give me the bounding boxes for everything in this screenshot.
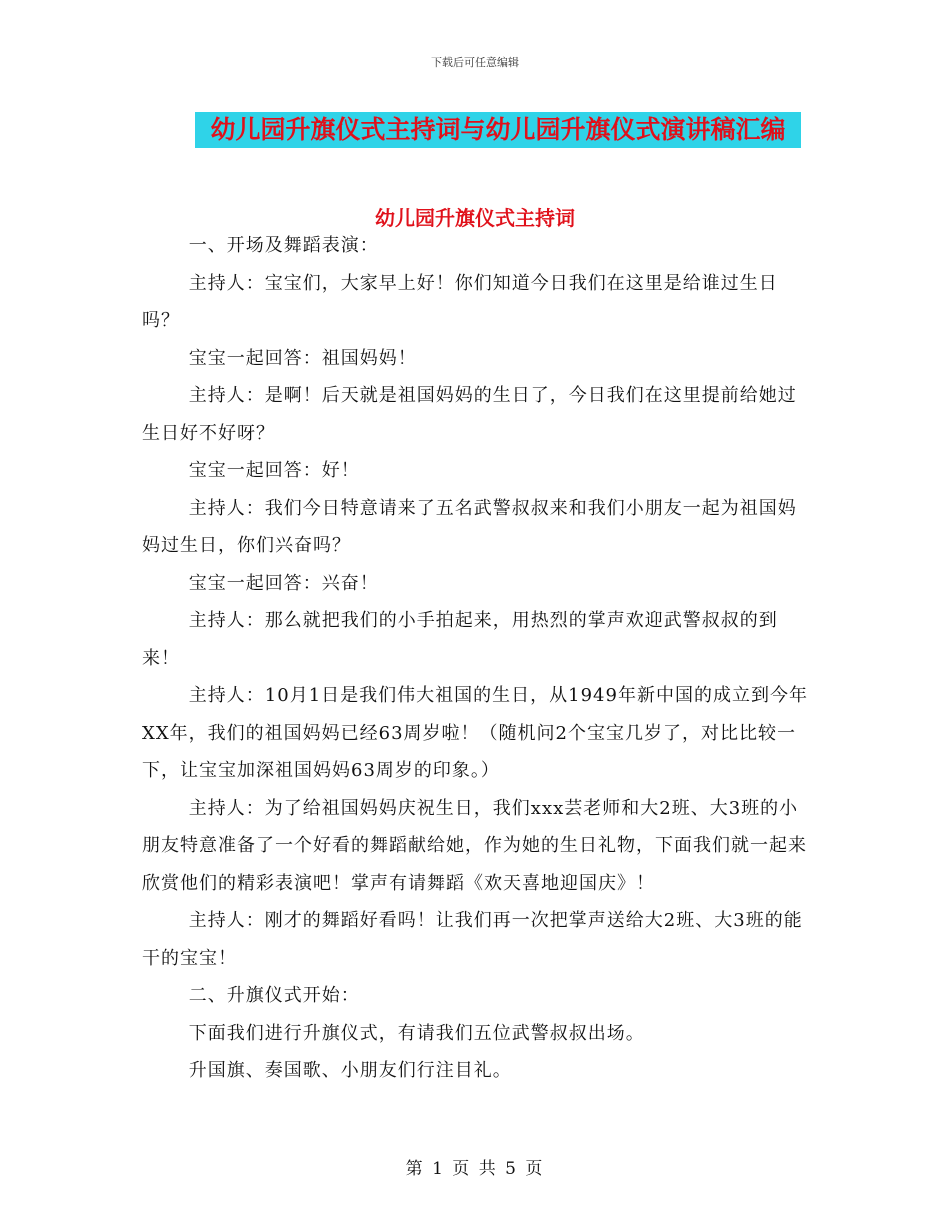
document-title: 幼儿园升旗仪式主持词与幼儿园升旗仪式演讲稿汇编 <box>195 112 801 148</box>
paragraph: 主持人：刚才的舞蹈好看吗！让我们再一次把掌声送给大2班、大3班的能干的宝宝！ <box>142 910 803 969</box>
paragraph: 宝宝一起回答：好！ <box>188 460 360 481</box>
paragraph: 主持人：是啊！后天就是祖国妈妈的生日了，今日我们在这里提前给她过生日好不好呀？ <box>142 385 797 444</box>
section-title: 幼儿园升旗仪式主持词 <box>375 206 575 230</box>
page-header: 下载后可任意编辑 <box>431 56 519 69</box>
paragraph: 主持人：宝宝们，大家早上好！你们知道今日我们在这里是给谁过生日吗？ <box>142 272 778 331</box>
paragraph: 下面我们进行升旗仪式，有请我们五位武警叔叔出场。 <box>188 1022 645 1044</box>
paragraph: 升国旗、奏国歌、小朋友们行注目礼。 <box>188 1060 512 1081</box>
paragraph: 主持人：我们今日特意请来了五名武警叔叔来和我们小朋友一起为祖国妈妈过生日，你们兴奋吗？ <box>142 497 797 556</box>
paragraph: 二、升旗仪式开始： <box>188 985 360 1006</box>
paragraph: 主持人：为了给祖国妈妈庆祝生日，我们xxx芸老师和大2班、大3班的小朋友特意准备了一个好看的舞蹈献给她，作为她的生日礼物，下面我们就一起来欣赏他们的精彩表演吧！掌声有请舞蹈《欢天喜地迎国庆》！ <box>142 797 807 894</box>
document-body <box>142 227 810 1090</box>
paragraph: 宝宝一起回答：兴奋！ <box>188 572 379 594</box>
paragraph: 一、开场及舞蹈表演： <box>188 235 379 256</box>
paragraph: 宝宝一起回答：祖国妈妈！ <box>188 347 417 369</box>
paragraph: 主持人：10月1日是我们伟大祖国的生日，从1949年新中国的成立到今年XX年，我们的祖国妈妈已经63周岁啦！（随机问2个宝宝几岁了，对比比较一下，让宝宝加深祖国妈妈63周岁的印象。） <box>142 685 808 781</box>
paragraph: 主持人：那么就把我们的小手拍起来，用热烈的掌声欢迎武警叔叔的到来！ <box>142 610 778 669</box>
page-footer: 第 1 页 共 5 页 <box>405 1159 545 1179</box>
